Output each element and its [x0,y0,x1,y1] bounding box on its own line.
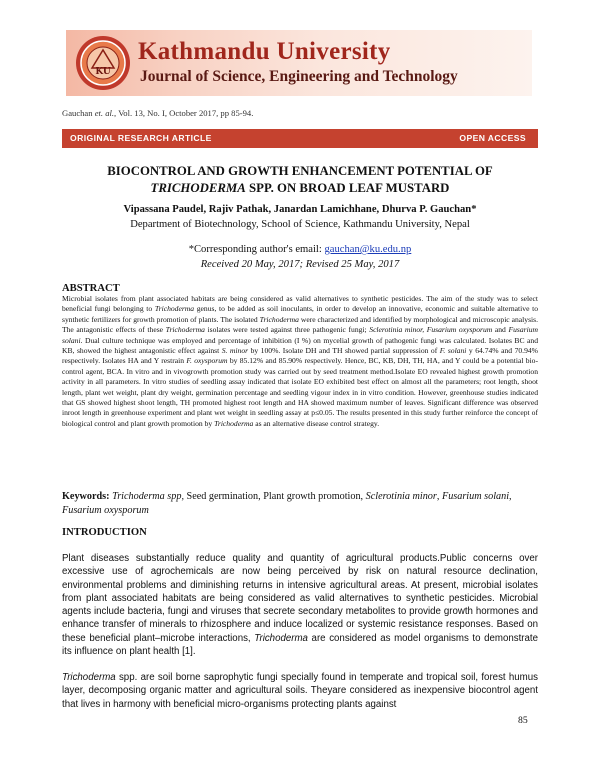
abstract-heading: ABSTRACT [62,283,120,294]
keywords: Keywords: Trichoderma spp, Seed germination, Plant growth promotion, Sclerotinia minor, Fusarium solani, Fusarium oxysporum [62,491,512,516]
author-list: Vipassana Paudel, Rajiv Pathak, Janardan Lamichhane, Dhurva P. Gauchan* [123,204,477,215]
abstract-text: Microbial isolates from plant associated habitats are being considered as valid alternatives to synthetic pesticides. The aim of the study was to select beneficial fungi belonging to Trichoderma genus, to be added as soil inoculants, in order to develop an innovative, economic and suitable alternative to synthetic fertilizers for growth promotion of plants. The isolated Trichoderma were characterized and identified by morphological and microscopic analysis. The antagonistic effects of these Trichoderma isolates were tested against three pathogenic fungi; Sclerotinia minor, Fusarium oxysporum and Fusarium solani. Dual culture technique was employed and percentage of inhibition (I %) on mycelial growth of pathogenic fungi was calculated. Isolates BC and KB, showed the highest antagonistic effect against S. minor by 100%. Isolate DH and TH showed partial suppression of F. solani y 64.74% and 70.94% respectively. Isolates HA and Y restrain F. oxysporum by 85.12% and 85.90% respectively. Hence, BC, KB, DH, TH, HA, and Y could be a potential bio-control agent, BCA. In vitro and in vivogrowth promotion study was carried out by seed treatment method.Isolate EO revealed highest growth promotion activity in all parameters. In vitro studies of seedling assay indicated that isolate EO exhibited best effect on almost all the parameters; root length, shoot length, plant wet weight, plant dry weight, germination percentage and seedling vigour index in in vitro condition. However, greenhouse studies indicated that GS showed highest shoot length, TH promoted highest root length and HA showed maximum number of leaves. Significant difference was observed inroot length in greenhouse experiment and plant wet weight in seedling assay at p≤0.05. The results presented in this study further reinforce the concept of biological control and plant growth promotion by Trichoderma as an alternative disease control strategy. [62,294,539,428]
article-type-label: ORIGINAL RESEARCH ARTICLE [70,133,212,143]
introduction-heading: INTRODUCTION [62,527,147,538]
affiliation: Department of Biotechnology, School of Science, Kathmandu University, Nepal [130,219,470,230]
article-title [62,163,538,197]
page-number: 85 [518,715,528,726]
corresponding-email-line: *Corresponding author's email: gauchan@ku.edu.np [188,244,412,255]
journal-name: Journal of Science, Engineering and Technology [140,68,458,85]
received-dates: Received 20 May, 2017; Revised 25 May, 2017 [200,259,400,270]
email-link[interactable]: gauchan@ku.edu.np [324,244,412,255]
intro-paragraph-2: Trichoderma spp. are soil borne saprophytic fungi specially found in temperate and tropical soil, forest humus layer, decomposing organic matter and agricultural soils. Theyare considered as inexpensive biocontrol agent that lives in harmony with beneficial micro-organisms protecting plants against [62,672,538,710]
university-name: Kathmandu University [138,38,391,65]
citation-etal: et. al. [94,108,115,118]
open-access-label: OPEN ACCESS [459,133,526,143]
university-seal-icon [74,34,132,92]
article-type-bar [62,129,538,148]
citation-line [62,108,253,118]
title-line-1: BIOCONTROL AND GROWTH ENHANCEMENT POTENTIAL OF [107,164,493,178]
title-line-2: TRICHODERMA SPP. ON BROAD LEAF MUSTARD [150,181,450,195]
citation-details: , Vol. 13, No. I, October 2017, pp 85-94. [114,108,254,118]
citation-author: Gauchan [62,108,93,118]
seal-letters: KU [95,67,111,77]
intro-paragraph-1: Plant diseases substantially reduce quality and quantity of agricultural products.Public concerns over excessive use of agrochemicals are now being perceived by risk on natural resource declination, environmental problems and diminishing returns in intensive agricultural areas. At present, microbial isolates from plant associated habitats are being considered as valid alternatives to synthetic pesticides. Microbial agents include bacteria, fungi and viruses that secrete secondary metabolites to provide growth hormones and enhance transfer of minerals to rhizosphere and induce localized or systemic resistance responses. Based on these beneficial plant–microbe interactions, Trichoderma are considered as model organisms to demonstrate its influence on plant health [1]. [62,553,538,658]
